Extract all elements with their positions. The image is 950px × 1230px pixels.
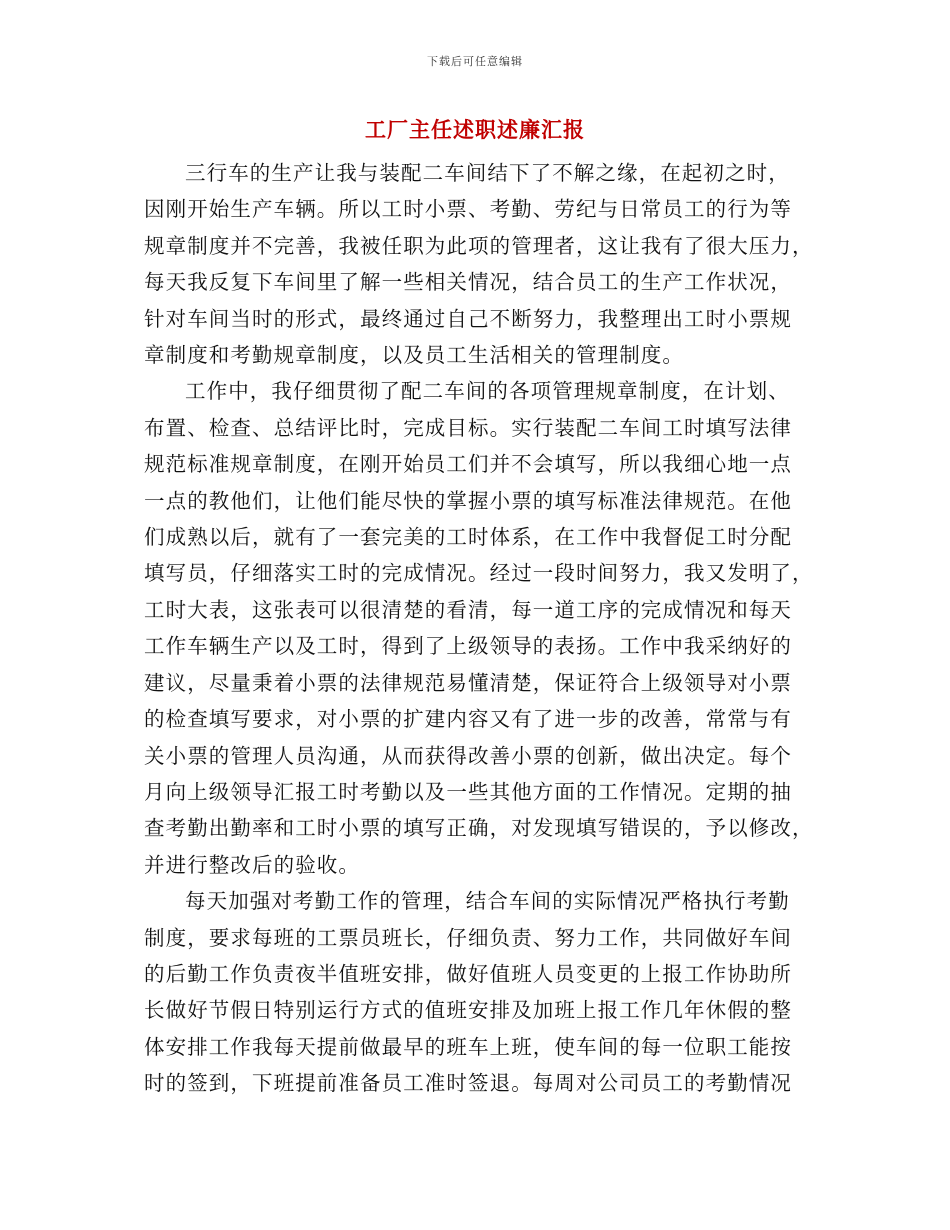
paragraph: [144, 883, 808, 1101]
paragraph-line: 三行车的生产让我与装配二车间结下了不解之缘，在起初之时，: [185, 161, 790, 185]
paragraph-line: 针对车间当时的形式，最终通过自己不断努力，我整理出工时小票规: [144, 306, 792, 331]
paragraph-line: 并进行整改后的验收。: [144, 852, 360, 877]
paragraph: [144, 155, 814, 373]
paragraph-line: 月向上级领导汇报工时考勤以及一些其他方面的工作情况。定期的抽: [144, 779, 792, 804]
paragraph-line: 长做好节假日特别运行方式的值班安排及加班上报工作几年休假的整: [144, 998, 792, 1023]
document-body: [144, 155, 814, 1102]
paragraph-line: 每天加强对考勤工作的管理，结合车间的实际情况严格执行考勤: [185, 889, 790, 914]
paragraph-line: 工时大表，这张表可以很清楚的看清，每一道工序的完成情况和每天: [144, 597, 792, 622]
paragraph-line: 规章制度并不完善，我被任职为此项的管理者，这让我有了很大压力，: [144, 233, 814, 258]
paragraph-line: 每天我反复下车间里了解一些相关情况，结合员工的生产工作状况，: [144, 270, 792, 295]
paragraph-line: 章制度和考勤规章制度，以及员工生活相关的管理制度。: [144, 343, 684, 368]
paragraph-line: 时的签到，下班提前准备员工准时签退。每周对公司员工的考勤情况: [144, 1071, 792, 1096]
paragraph-line: 的后勤工作负责夜半值班安排，做好值班人员变更的上报工作协助所: [144, 961, 792, 986]
header-note: 下载后可任意编辑: [427, 55, 523, 68]
paragraph-line: 一点的教他们，让他们能尽快的掌握小票的填写标准法律规范。在他: [144, 488, 792, 513]
paragraph-line: 填写员，仔细落实工时的完成情况。经过一段时间努力，我又发明了，: [144, 561, 814, 586]
paragraph: [144, 373, 814, 883]
paragraph-line: 工作车辆生产以及工时，得到了上级领导的表扬。工作中我采纳好的: [144, 634, 792, 659]
paragraph-line: 查考勤出勤率和工时小票的填写正确，对发现填写错误的，予以修改，: [144, 816, 814, 841]
paragraph-line: 体安排工作我每天提前做最早的班车上班，使车间的每一位职工能按: [144, 1034, 792, 1059]
paragraph-line: 因刚开始生产车辆。所以工时小票、考勤、劳纪与日常员工的行为等: [144, 197, 792, 222]
paragraph-line: 们成熟以后，就有了一套完美的工时体系，在工作中我督促工时分配: [144, 525, 792, 550]
paragraph-line: 制度，要求每班的工票员班长，仔细负责、努力工作，共同做好车间: [144, 925, 792, 950]
paragraph-line: 工作中，我仔细贯彻了配二车间的各项管理规章制度，在计划、: [185, 379, 790, 404]
paragraph-line: 布置、检查、总结评比时，完成目标。实行装配二车间工时填写法律: [144, 415, 792, 440]
paragraph-line: 建议，尽量秉着小票的法律规范易懂清楚，保证符合上级领导对小票: [144, 670, 792, 695]
paragraph-line: 关小票的管理人员沟通，从而获得改善小票的创新，做出决定。每个: [144, 743, 792, 768]
paragraph-line: 的检查填写要求，对小票的扩建内容又有了进一步的改善，常常与有: [144, 707, 792, 732]
document-title: 工厂主任述职述廉汇报: [365, 118, 585, 142]
paragraph-line: 规范标准规章制度，在刚开始员工们并不会填写，所以我细心地一点: [144, 452, 792, 477]
